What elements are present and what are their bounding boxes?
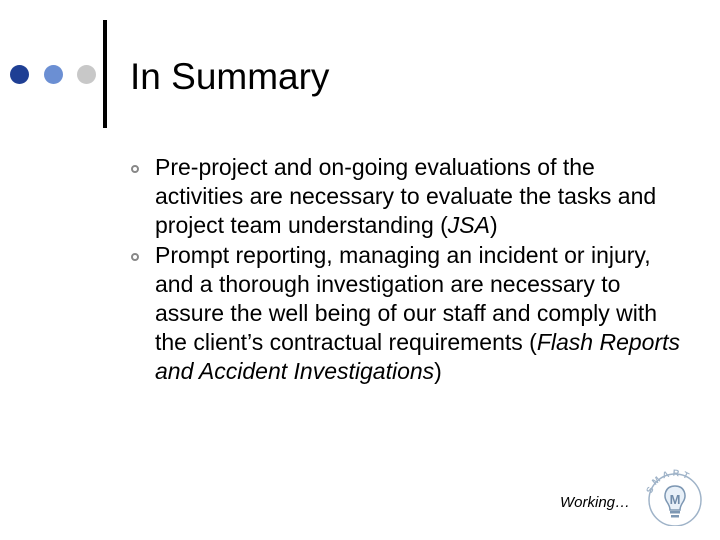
bullet-item [146,241,686,387]
logo-ring-text: SMART [644,467,694,495]
bullet-italic-text: JSA [447,212,490,239]
dot-gray [77,65,96,84]
bullet-text: Pre-project and on-going evaluations of the activities are necessary to evaluate the tasks and project team understanding ( [155,154,657,239]
bullet-text: Prompt reporting, managing an incident or injury, and a thorough investigation are necessary to assure the well being of our staff and comply with the client’s contractual requirements ( [155,241,658,356]
hollow-circle-bullet-icon [131,165,139,173]
dot-dark-blue [10,65,29,84]
dot-light-blue [44,65,63,84]
title-divider-line [103,20,107,128]
hollow-circle-bullet-icon [131,253,139,261]
logo-center-letter: M [669,492,681,507]
working-label: Working… [560,494,631,511]
title-decoration-dots [10,65,100,85]
smart-lightbulb-logo-icon [640,460,710,526]
slide-title: In Summary [130,56,330,97]
bullet-text: ) [434,358,442,385]
bullet-text: ) [489,212,498,239]
bullet-list [146,153,686,387]
bullet-item [146,153,686,241]
bullet-italic-text: Flash Reports and Accident Investigations [155,329,680,385]
